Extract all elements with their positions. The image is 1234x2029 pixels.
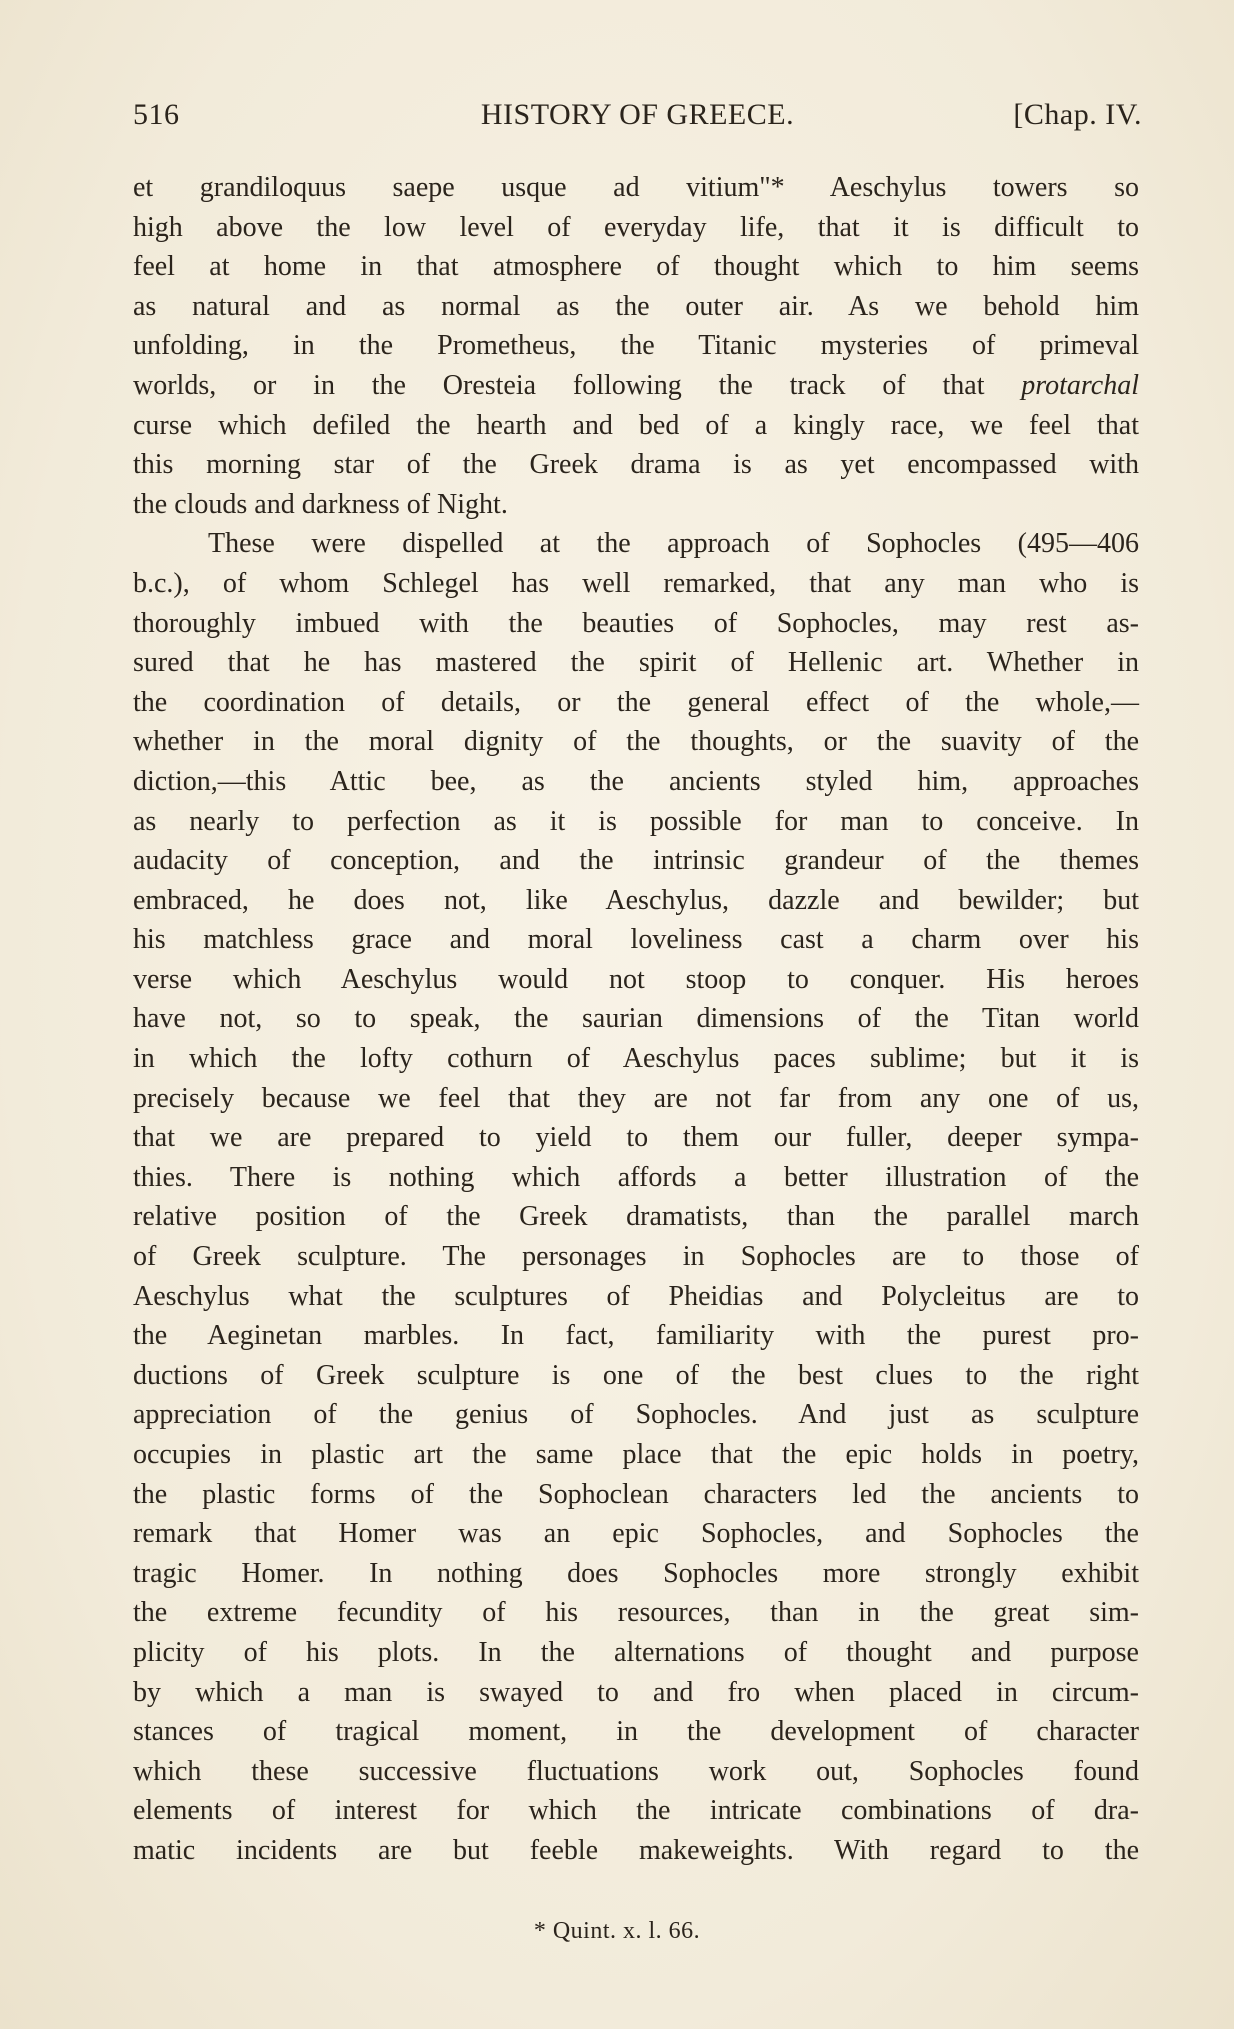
text-line: in which the lofty cothurn of Aeschylus paces sublime; but it is — [133, 1043, 1139, 1075]
text-line: elements of interest for which the intricate combinations of dra- — [133, 1795, 1139, 1827]
text-line: his matchless grace and moral loveliness cast a charm over his — [133, 924, 1139, 956]
text-line: matic incidents are but feeble makeweights. With regard to the — [133, 1834, 1139, 1866]
text-line: Aeschylus what the sculptures of Pheidias and Polycleitus are to — [133, 1280, 1139, 1312]
text-line: et grandiloquus saepe usque ad vitium"* Aeschylus towers so — [133, 172, 1139, 203]
text-line: the Aeginetan marbles. In fact, familiarity with the purest pro- — [133, 1320, 1139, 1352]
text-line: by which a man is swayed to and fro when placed in circum- — [133, 1676, 1139, 1708]
text-line: the extreme fecundity of his resources, than in the great sim- — [133, 1597, 1139, 1629]
text-line: as nearly to perfection as it is possible for man to conceive. In — [133, 805, 1139, 837]
text-line: precisely because we feel that they are not far from any one of us, — [133, 1082, 1139, 1114]
text-line: tragic Homer. In nothing does Sophocles more strongly exhibit — [133, 1557, 1139, 1589]
text-line: thoroughly imbued with the beauties of Sophocles, may rest as- — [133, 607, 1139, 639]
page-number: 516 — [133, 98, 180, 131]
text-line: thies. There is nothing which affords a better illustration of the — [133, 1161, 1139, 1193]
text-line — [133, 366, 1139, 406]
text-line: of Greek sculpture. The personages in Sophocles are to those of — [133, 1241, 1139, 1273]
text-line: relative position of the Greek dramatists, than the parallel march — [133, 1201, 1139, 1233]
text-line: feel at home in that atmosphere of thought which to him seems — [133, 251, 1139, 283]
text-line: sured that he has mastered the spirit of Hellenic art. Whether in — [133, 647, 1139, 679]
text-line: diction,—this Attic bee, as the ancients styled him, approaches — [133, 765, 1139, 797]
text-line: as natural and as normal as the outer air. As we behold him — [133, 290, 1139, 322]
text-line: curse which defiled the hearth and bed of a kingly race, we feel that — [133, 409, 1139, 441]
text-line: These were dispelled at the approach of Sophocles (495—406 — [208, 528, 1139, 560]
text-line: high above the low level of everyday life, that it is difficult to — [133, 211, 1139, 243]
text-line: verse which Aeschylus would not stoop to conquer. His heroes — [133, 963, 1139, 995]
text-line: appreciation of the genius of Sophocles. And just as sculpture — [133, 1399, 1139, 1431]
text-line: whether in the moral dignity of the thoughts, or the suavity of the — [133, 726, 1139, 758]
text-line: the plastic forms of the Sophoclean characters led the ancients to — [133, 1478, 1139, 1510]
text-line: audacity of conception, and the intrinsic grandeur of the themes — [133, 845, 1139, 877]
text-line: the coordination of details, or the general effect of the whole,— — [133, 686, 1139, 718]
text-line: that we are prepared to yield to them our fuller, deeper sympa- — [133, 1122, 1139, 1154]
text-line: plicity of his plots. In the alternations of thought and purpose — [133, 1636, 1139, 1668]
text-line: b.c.), of whom Schlegel has well remarked, that any man who is — [133, 567, 1139, 599]
text-line: occupies in plastic art the same place that the epic holds in poetry, — [133, 1439, 1139, 1470]
italic-word: protarchal — [1021, 369, 1139, 401]
text-line: embraced, he does not, like Aeschylus, dazzle and bewilder; but — [133, 884, 1139, 916]
running-header — [133, 98, 1142, 148]
text-line: remark that Homer was an epic Sophocles, and Sophocles the — [133, 1518, 1139, 1550]
footnote: * Quint. x. l. 66. — [533, 1918, 701, 1944]
text-line: ductions of Greek sculpture is one of the best clues to the right — [133, 1359, 1139, 1391]
body-text — [133, 168, 1139, 1871]
text-line: stances of tragical moment, in the development of character — [133, 1716, 1139, 1748]
text-line: the clouds and darkness of Night. — [133, 488, 508, 520]
text-line: which these successive fluctuations work out, Sophocles found — [133, 1755, 1139, 1787]
chapter-label: [Chap. IV. — [1013, 98, 1142, 131]
text-line: this morning star of the Greek drama is as yet encompassed with — [133, 449, 1139, 481]
text-line: unfolding, in the Prometheus, the Titanic mysteries of primeval — [133, 330, 1139, 362]
text-line: have not, so to speak, the saurian dimensions of the Titan world — [133, 1003, 1139, 1035]
running-title: HISTORY OF GREECE. — [480, 98, 795, 131]
text-fragment: worlds, or in the Oresteia following the track of that — [133, 369, 1022, 401]
